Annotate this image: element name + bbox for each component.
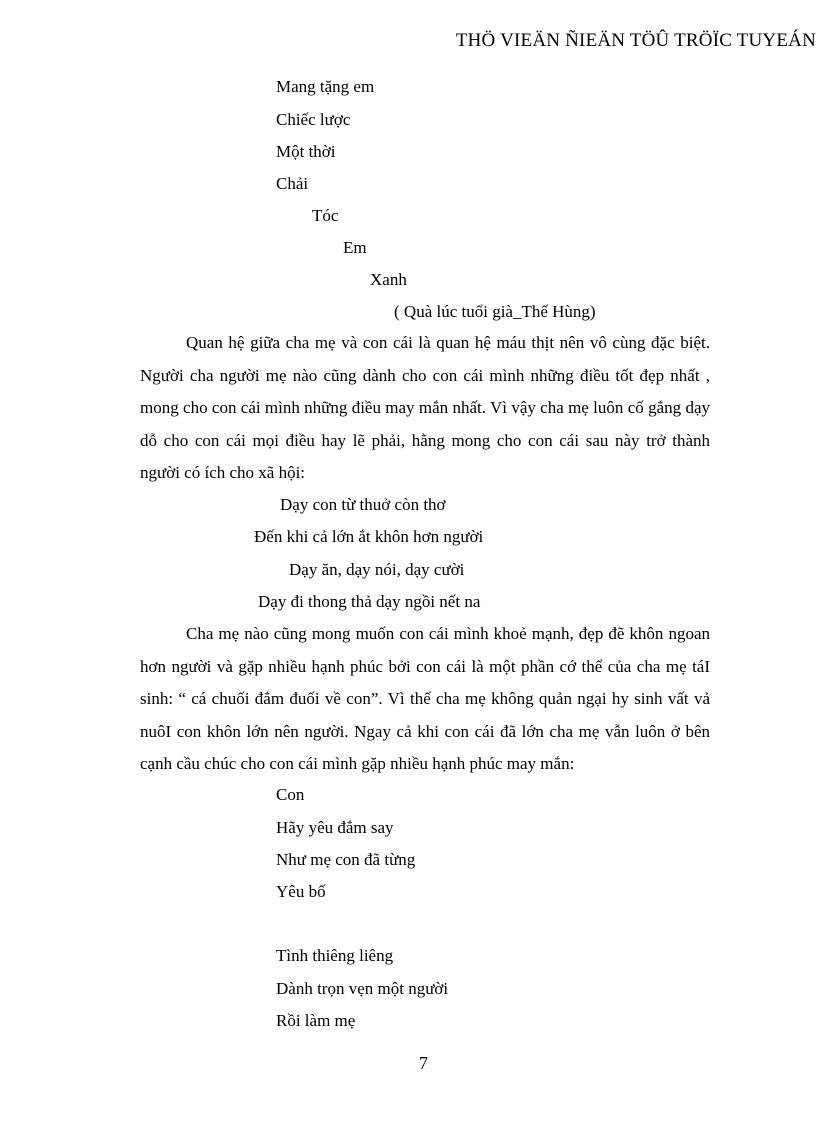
poem-line: Hãy yêu đắm say: [276, 818, 394, 837]
poem-line: Rồi làm mẹ: [276, 1011, 356, 1030]
poem-line: Dành trọn vẹn một người: [276, 979, 449, 998]
poem-line: Yêu bố: [276, 882, 326, 901]
poem-line: Tóc: [312, 206, 339, 225]
poem-line: Tình thiêng liêng: [276, 946, 394, 965]
page-number: 7: [419, 1053, 428, 1073]
poem-line: Mang tặng em: [276, 77, 375, 96]
folk-verse-line: Dạy đi thong thả dạy ngồi nết na: [258, 592, 481, 611]
poem-line: Chiếc lược: [276, 110, 351, 129]
poem-line: Xanh: [370, 270, 407, 289]
folk-verse-line: Dạy con từ thuở còn thơ: [280, 495, 446, 514]
body-paragraph: Cha mẹ nào cũng mong muốn con cái mình khoẻ mạnh, đẹp đẽ khôn ngoan hơn người và gặp nhiều hạnh phúc bởi con cái là một phần cớ thể của cha mẹ táI sinh: “ cá chuối đắm đuối về con”. Vì thế cha mẹ không quản ngại hy sinh vất vả nuôI con khôn lớn nên người. Ngay cả khi con cái đã lớn cha mẹ vẫn luôn ở bên cạnh cầu chúc cho con cái mình gặp nhiều hạnh phúc may mắn:: [140, 624, 710, 773]
poem-line: Như mẹ con đã từng: [276, 850, 416, 869]
folk-verse-line: Đến khi cả lớn ắt khôn hơn người: [254, 527, 484, 546]
poem-line: Chải: [276, 174, 309, 193]
body-paragraph: Quan hệ giữa cha mẹ và con cái là quan hệ máu thịt nên vô cùng đặc biệt. Người cha người mẹ nào cũng dành cho con cái mình những điều tốt đẹp nhất , mong cho con cái mình những điều may mắn nhất. Vì vậy cha mẹ luôn cố gắng dạy dỗ cho con cái mọi điều hay lẽ phải, hằng mong cho con cái sau này trở thành người có ích cho xã hội:: [140, 333, 710, 482]
page-header: THÖ VIEÄN ÑIEÄN TÖÛ TRÖÏC TUYEÁN: [455, 30, 816, 51]
poem-line: Một thời: [276, 142, 336, 161]
poem-line: Em: [343, 238, 367, 257]
folk-verse-line: Dạy ăn, dạy nói, dạy cười: [289, 560, 465, 579]
poem-line: Con: [276, 785, 305, 804]
poem-citation: ( Quà lúc tuổi già_Thế Hùng): [394, 302, 596, 321]
